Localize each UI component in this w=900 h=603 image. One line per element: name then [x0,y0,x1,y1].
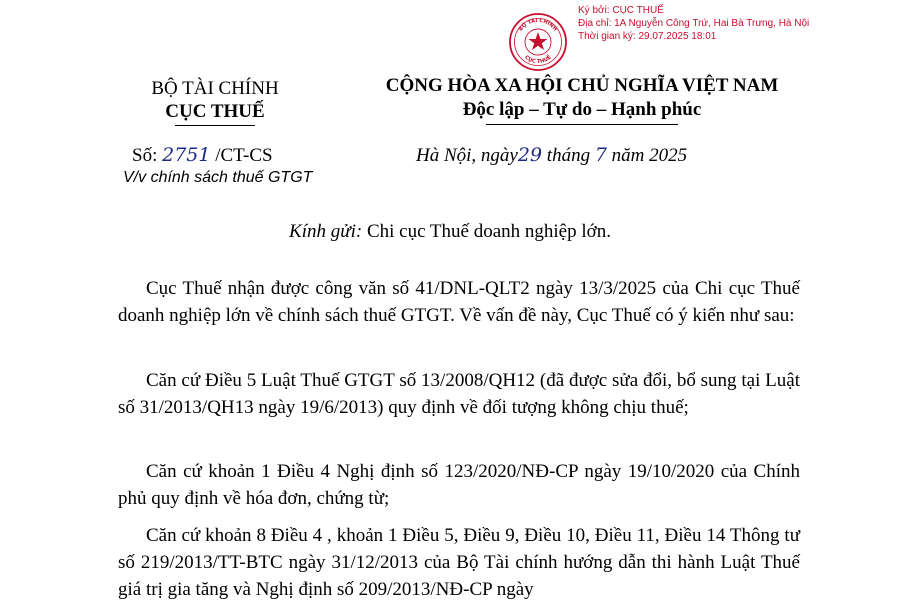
recipient-label: Kính gửi: [289,221,363,242]
handwritten-month: 7 [594,144,607,166]
number-label: Số: [132,145,158,166]
date-line [416,144,687,167]
handwritten-day: 29 [517,144,543,166]
signer-address-text: Địa chỉ: 1A Nguyễn Công Trứ, Hai Bà Trưng, Hà Nội [578,18,810,29]
seal-ring-top-text: BỘ TÀI CHÍNH [517,17,559,33]
department-name: CỤC THUẾ [165,101,265,122]
ministry-name: BỘ TÀI CHÍNH [151,78,279,99]
number-suffix: /CT-CS [215,145,273,166]
body-paragraph-3: Căn cứ khoản 1 Điều 4 Nghị định số 123/2020/NĐ-CP ngày 19/10/2020 của Chính phủ quy định về hóa đơn, chứng từ; [118,461,800,509]
country-name: CỘNG HÒA XA HỘI CHỦ NGHĨA VIỆT NAM [385,75,779,96]
handwritten-number: 2751 [162,144,211,166]
body-paragraph-4: Căn cứ khoản 8 Điều 4 , khoản 1 Điều 5, Điều 9, Điều 10, Điều 11, Điều 14 Thông tư số 219/2013/TT-BTC ngày 31/12/2013 của Bộ Tài chính hướng dẫn thi hành Luật Thuế giá trị gia tăng và Nghị định số 209/2013/NĐ-CP ngày [118,525,800,600]
digital-signature-info [578,4,809,43]
signed-by-text: Ký bởi: CỤC THUẾ [578,5,664,16]
date-prefix: Hà Nội, ngày [416,145,518,166]
official-seal-icon [508,12,568,72]
year-text: năm 2025 [611,145,688,166]
recipient-line [0,221,900,243]
seal-ring-bottom-text: CỤC THUẾ [523,54,553,66]
svg-text:BỘ TÀI CHÍNH [518,17,558,32]
agency-underline [175,125,255,126]
national-motto: Độc lập – Tự do – Hạnh phúc [462,99,702,120]
motto-underline [486,124,678,125]
body-paragraph-2: Căn cứ Điều 5 Luật Thuế GTGT số 13/2008/QH12 (đã được sửa đổi, bổ sung tại Luật số 31/2013/QH13 ngày 19/6/2013) quy định về đối tượng không chịu thuế; [118,370,800,418]
month-label: tháng [546,145,591,166]
document-subject: V/v chính sách thuế GTGT [123,169,313,186]
recipient-name: Chi cục Thuế doanh nghiệp lớn. [362,221,611,242]
document-number [132,144,273,167]
signing-time-text: Thời gian ký: 29.07.2025 18:01 [578,31,717,42]
body-paragraph-1: Cục Thuế nhận được công văn số 41/DNL-QLT2 ngày 13/3/2025 của Chi cục Thuế doanh nghiệp lớn về chính sách thuế GTGT. Về vấn đề này, Cục Thuế có ý kiến như sau: [118,278,800,326]
